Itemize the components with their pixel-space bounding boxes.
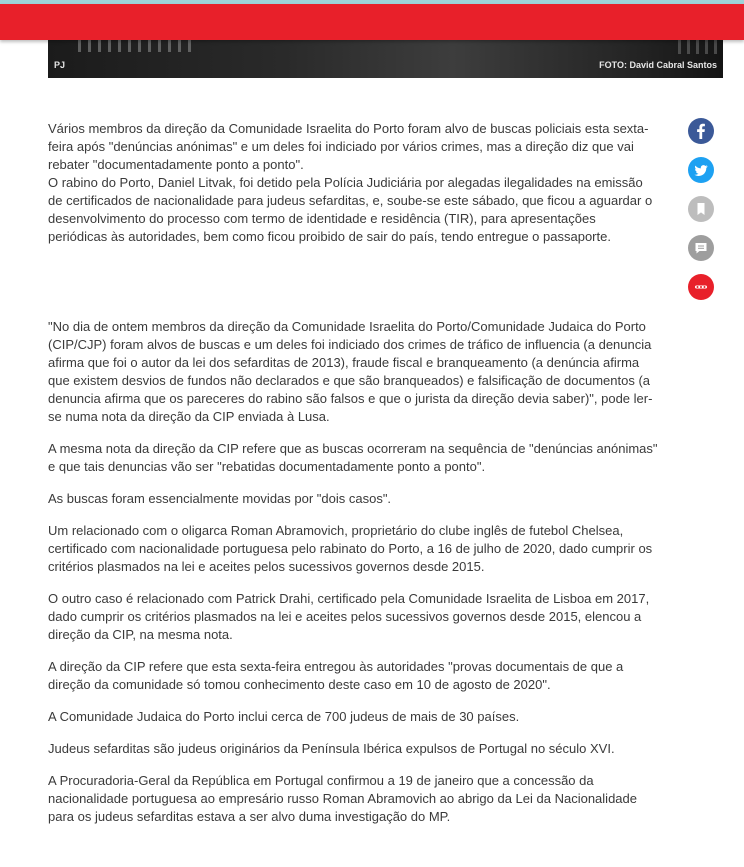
facebook-share-button[interactable] (688, 118, 714, 144)
twitter-share-button[interactable] (688, 157, 714, 183)
share-toolbar (688, 118, 714, 313)
lead-paragraph: Vários membros da direção da Comunidade Israelita do Porto foram alvo de buscas policiais esta sexta-feira após "denúncias anónimas" e um deles foi indiciado por vários crimes, mas a direção diz que vai rebater "documentadamente ponto a ponto". (48, 121, 649, 172)
more-icon (688, 274, 714, 300)
bookmark-button[interactable] (688, 196, 714, 222)
bookmark-icon (688, 196, 714, 222)
article-paragraph: Um relacionado com o oligarca Roman Abramovich, proprietário do clube inglês de futebol Chelsea, certificado com nacionalidade portuguesa pelo rabinato do Porto, a 16 de julho de 2020, dado cumprir os critérios plasmados na lei e aceites pelos sucessivos governos desde 2015. (48, 523, 653, 574)
lead-paragraph: O rabino do Porto, Daniel Litvak, foi detido pela Polícia Judiciária por alegadas ilegalidades na emissão de certificados de nacionalidade para judeus sefarditas, e, soube-se este sábado, que ficou a aguardar o desenvolvimento do processo com termo de identidade e residência (TIR), para apresentações periódicas às autoridades, bem como ficou proibido de sair do país, tendo entregue o passaporte. (48, 175, 653, 244)
photo-detail (678, 40, 718, 54)
article-paragraph: A mesma nota da direção da CIP refere que as buscas ocorreram na sequência de "denúncias anónimas" e que tais denuncias vão ser "rebatidas documentadamente ponto a ponto". (48, 441, 658, 474)
photo-detail (78, 40, 198, 52)
article-paragraph: A direção da CIP refere que esta sexta-feira entregou às autoridades "provas documentais de que a direção da comunidade só tomou conhecimento deste caso em 10 de agosto de 2020". (48, 659, 624, 692)
photo-source-label: PJ (54, 60, 66, 70)
comment-icon (688, 235, 714, 261)
twitter-icon (688, 157, 714, 183)
article-paragraph: "No dia de ontem membros da direção da Comunidade Israelita do Porto/Comunidade Judaica do Porto (CIP/CJP) foram alvos de buscas e um deles foi indiciado dos crimes de tráfico de influencia (a denuncia afirma que foi o autor da lei dos sefarditas de 2013), fraude fiscal e branqueamento (a denúncia afirma que existem desvios de fundos não declarados e que são branqueados) e falsificação de documentos (a denuncia afirma que os pareceres do rabino são falsos e que o jurista da direção devia saber)", pode ler-se numa nota da direção da CIP enviada à Lusa. (48, 319, 653, 424)
article-paragraph: O outro caso é relacionado com Patrick Drahi, certificado pela Comunidade Israelita de Lisboa em 2017, dado cumprir os critérios plasmados na lei e aceites pelos sucessivos governos desde 2015, elencou a direção da CIP, na mesma nota. (48, 591, 650, 642)
article-photo (48, 40, 723, 78)
article-paragraph: Judeus sefarditas são judeus originários da Península Ibérica expulsos de Portugal no século XVI. (48, 741, 615, 756)
article-paragraph: A Comunidade Judaica do Porto inclui cerca de 700 judeus de mais de 30 países. (48, 709, 520, 724)
more-options-button[interactable] (688, 274, 714, 300)
article-paragraph: As buscas foram essencialmente movidas por "dois casos". (48, 491, 392, 506)
photo-credit: FOTO: David Cabral Santos (599, 60, 717, 70)
article-body (48, 120, 658, 840)
article-paragraph: A Procuradoria-Geral da República em Portugal confirmou a 19 de janeiro que a concessão da nacionalidade portuguesa ao empresário russo Roman Abramovich ao abrigo da Lei da Nacionalidade para os judeus sefarditas estava a ser alvo duma investigação do MP. (48, 773, 637, 824)
comment-button[interactable] (688, 235, 714, 261)
article-lead (48, 120, 658, 246)
site-header-bar (0, 4, 744, 40)
facebook-icon (688, 118, 714, 144)
